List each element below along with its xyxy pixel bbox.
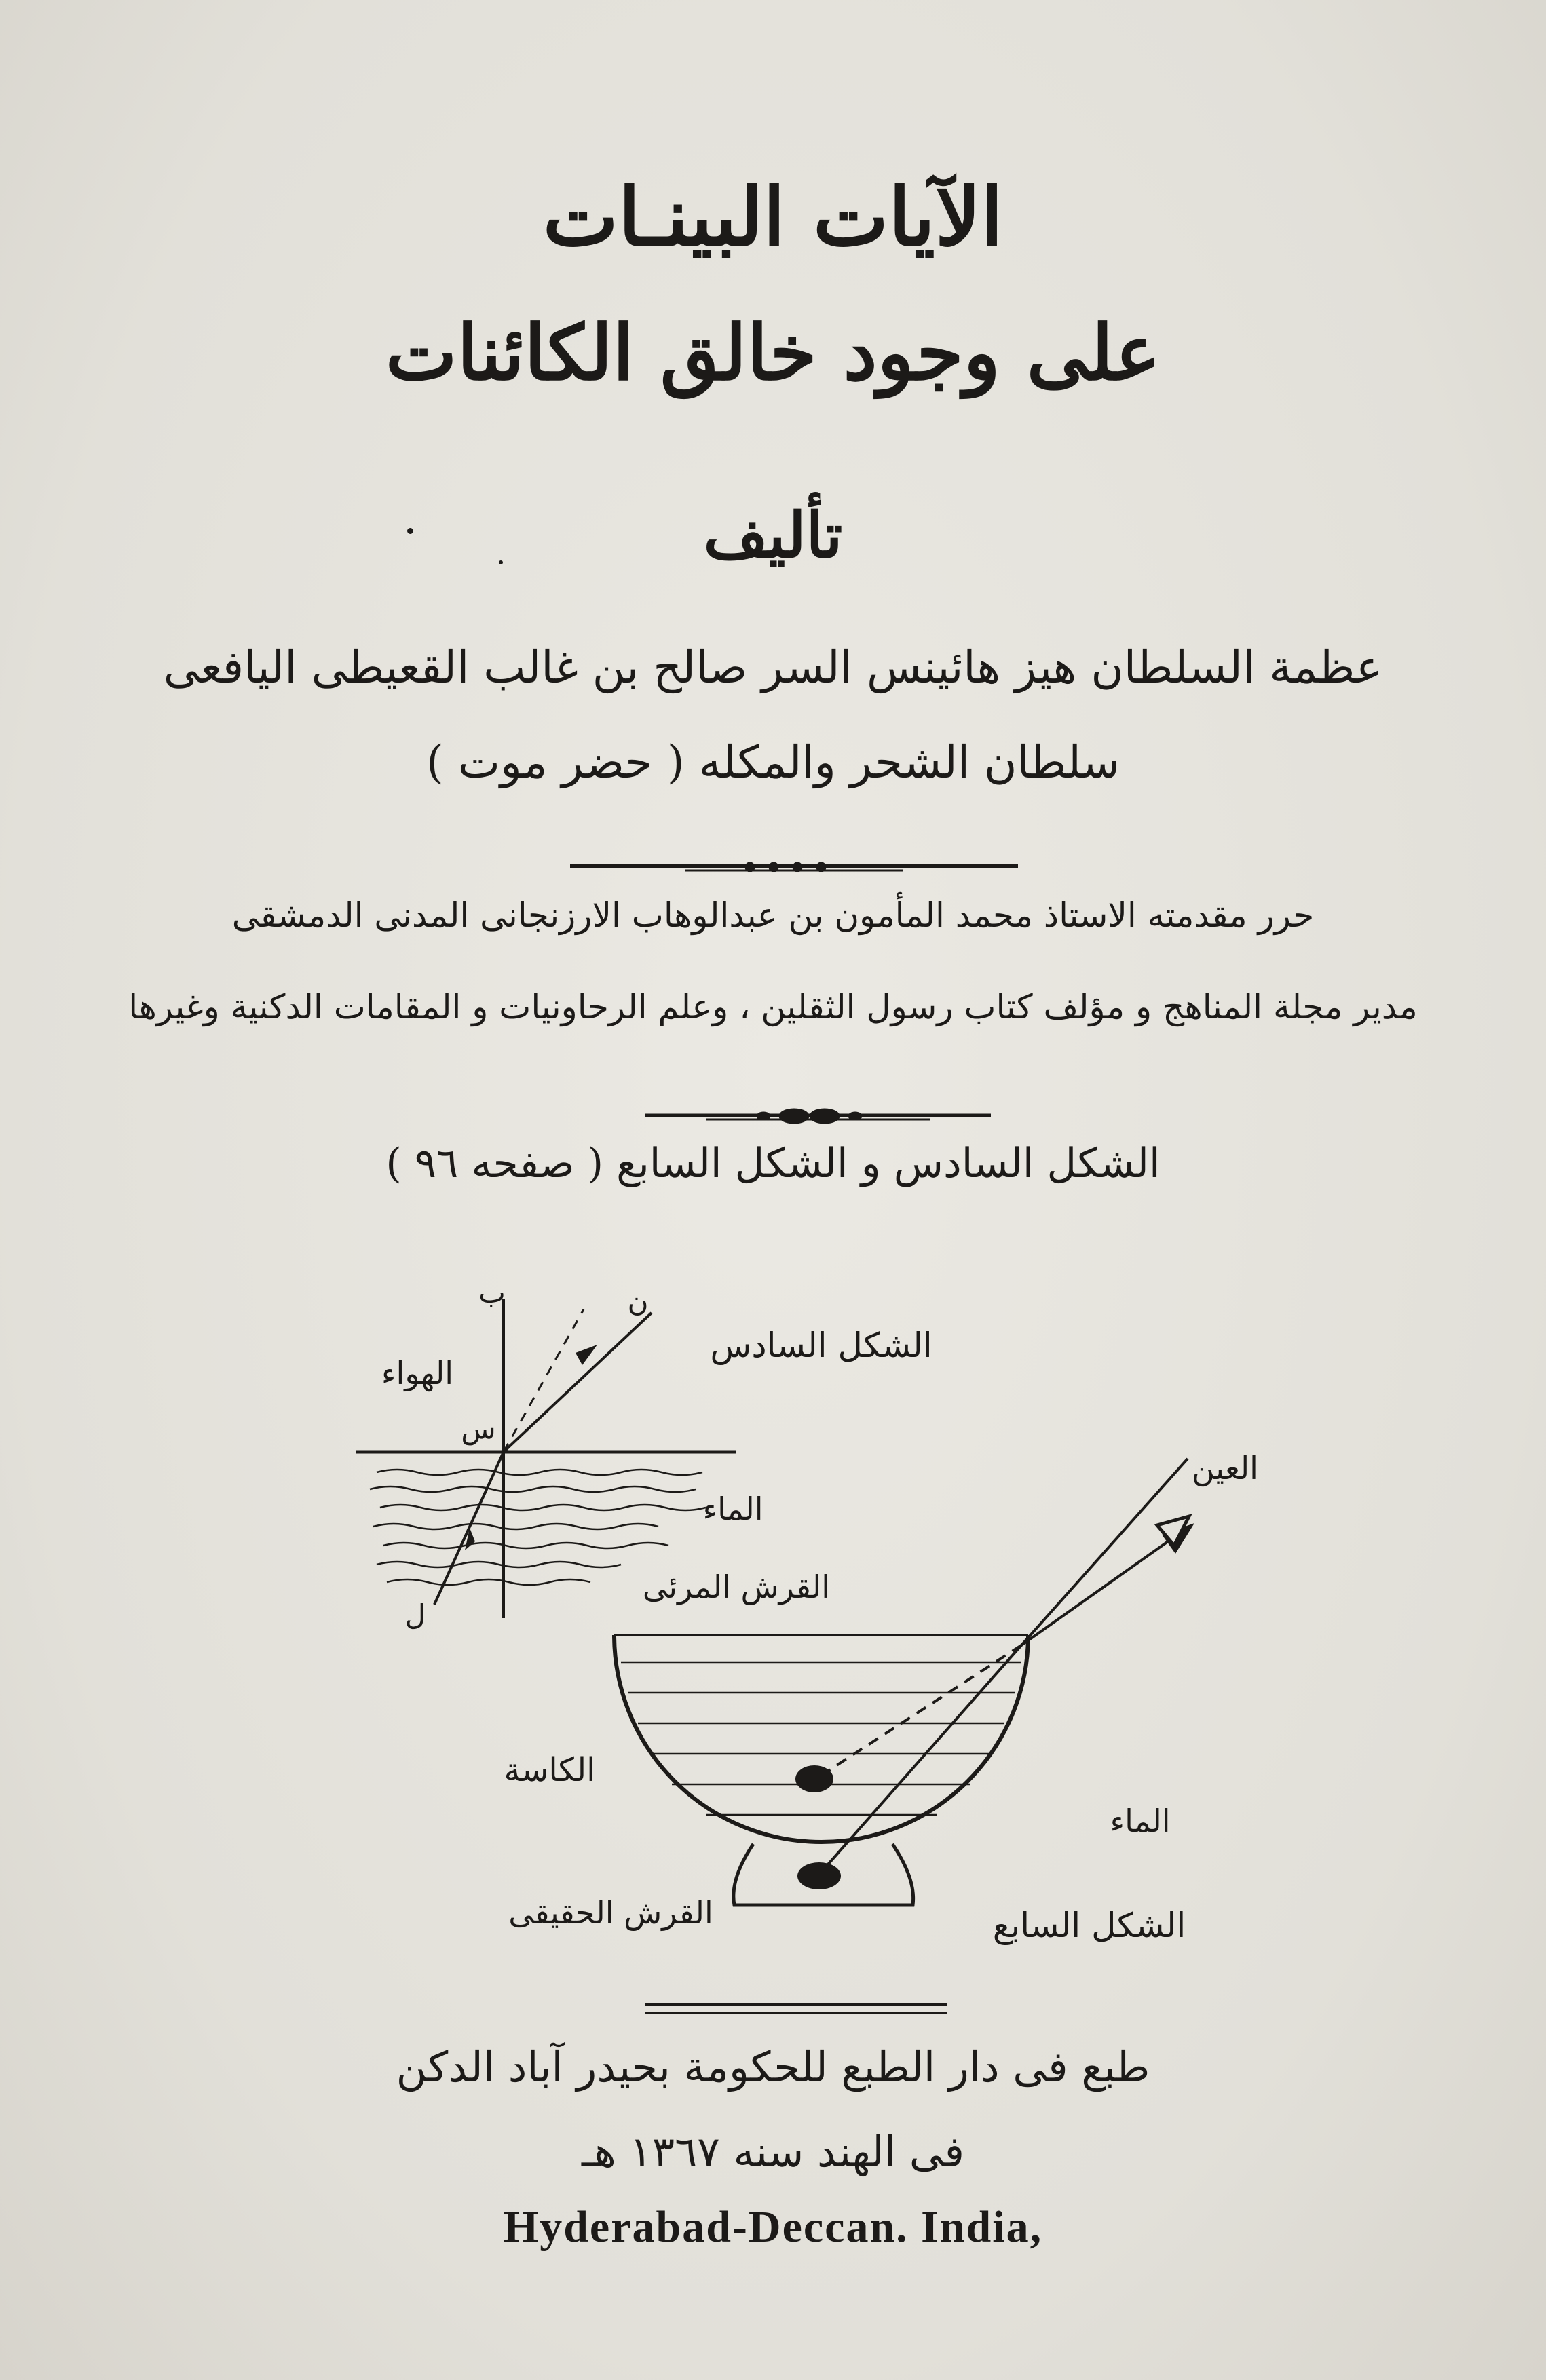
label-eye: العين bbox=[1192, 1450, 1258, 1486]
figure-seven-diagram bbox=[614, 1459, 1194, 1905]
water-hatching bbox=[370, 1470, 706, 1585]
imprint-place: Hyderabad-Deccan. India, bbox=[503, 2202, 1043, 2252]
label-air: الهواء bbox=[381, 1355, 454, 1391]
label-water-fig7: الماء bbox=[1110, 1803, 1171, 1839]
imprint-line1: طبع فى دار الطبع للحكومة بحيدر آباد الدكن bbox=[396, 2042, 1150, 2092]
byline: تأليف bbox=[703, 499, 843, 572]
apparent-ray-dashed bbox=[818, 1645, 1021, 1778]
real-ray bbox=[818, 1645, 1021, 1876]
label-glass: الكاسة bbox=[504, 1751, 596, 1789]
author-line2: سلطان الشحر والمكله ( حضر موت ) bbox=[426, 736, 1120, 788]
author-line1: عظمة السلطان هيز هائينس السر صالح بن غالب القعيطى اليافعى bbox=[163, 641, 1383, 693]
label-s: س bbox=[461, 1412, 496, 1445]
incident-ray bbox=[504, 1313, 652, 1452]
book-title-line2: على وجود خالق الكائنات bbox=[385, 309, 1161, 398]
label-figure-six: الشكل السادس bbox=[710, 1326, 932, 1365]
eye-ray bbox=[1021, 1530, 1184, 1645]
apparent-ray bbox=[504, 1309, 584, 1452]
introduction-line1: حرر مقدمته الاستاذ محمد المأمون بن عبدالوهاب الارزنجانى المدنى الدمشقى bbox=[231, 896, 1315, 935]
ornamental-rule-2 bbox=[645, 1109, 991, 1124]
label-n-top: ن bbox=[627, 1284, 649, 1318]
label-n-bottom: ل bbox=[404, 1598, 426, 1632]
introduction-line2: مدير مجلة المناهج و مؤلف كتاب رسول الثقلين ، وعلم الرحاونيات و المقامات الدكنية وغيرها bbox=[128, 987, 1418, 1026]
label-water-fig6: الماء bbox=[702, 1491, 763, 1527]
double-rule bbox=[645, 2005, 947, 2013]
label-apparent-coin: القرش المرئى bbox=[642, 1569, 831, 1605]
label-b: ب bbox=[478, 1276, 506, 1309]
ray-arrow-upper bbox=[576, 1345, 597, 1365]
figure-caption: الشكل السادس و الشكل السابع ( صفحه ٩٦ ) bbox=[385, 1140, 1161, 1187]
glass-bowl bbox=[614, 1635, 1028, 1842]
real-coin-icon bbox=[797, 1862, 841, 1889]
apparent-coin-icon bbox=[795, 1765, 833, 1792]
ornamental-rule-1 bbox=[570, 862, 1018, 872]
imprint-line2: فى الهند سنه ١٣٦٧ هـ bbox=[581, 2127, 965, 2176]
label-real-coin: القرش الحقيقى bbox=[508, 1894, 713, 1931]
bowl-water-hatching bbox=[621, 1662, 1021, 1815]
label-figure-seven: الشكل السابع bbox=[992, 1906, 1186, 1945]
sight-line bbox=[1021, 1459, 1188, 1645]
book-title-line1: الآيات البينـات bbox=[542, 170, 1004, 264]
